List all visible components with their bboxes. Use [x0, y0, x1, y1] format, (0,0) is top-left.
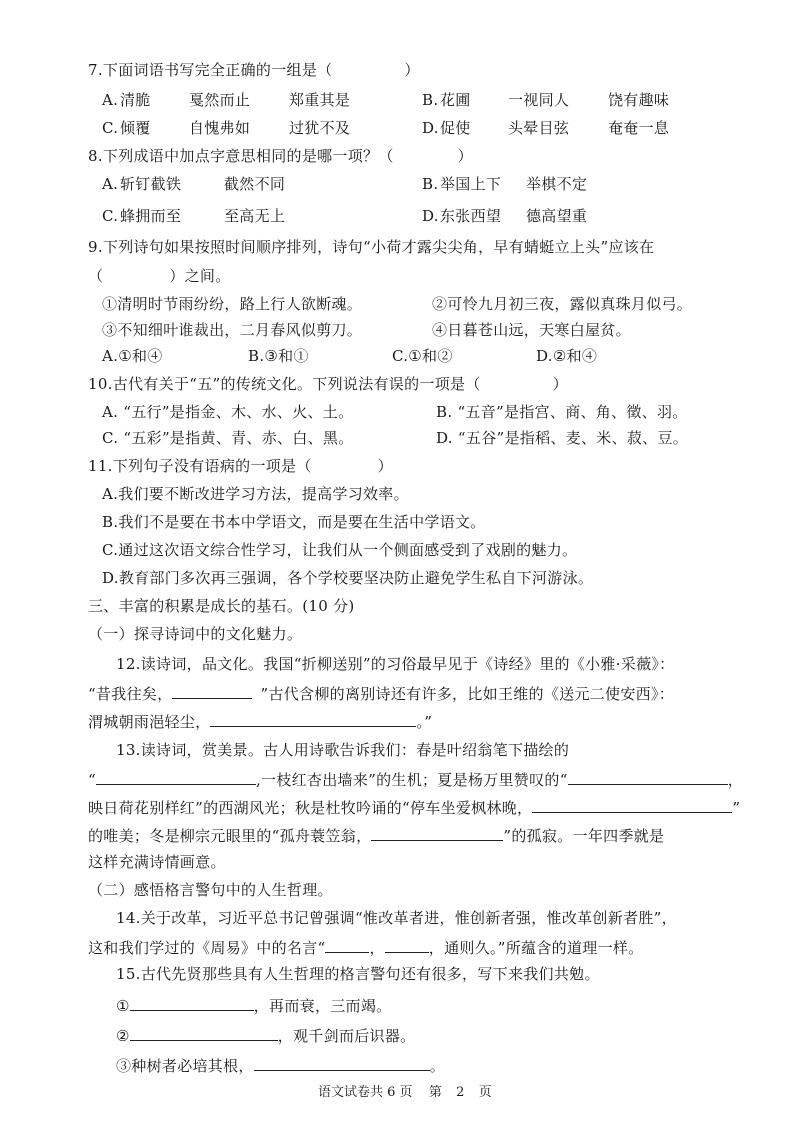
- q10-stem-close: ）: [552, 375, 568, 393]
- q12-text: 渭城朝雨浥轻尘，: [88, 713, 211, 731]
- q15-text: ③种树者必培其根，: [116, 1057, 254, 1075]
- q15-text: ①: [116, 997, 130, 1015]
- q13-text: ”: [732, 799, 741, 817]
- fill-blank[interactable]: [568, 768, 728, 785]
- q11-stem: [88, 456, 393, 476]
- option-word: 过犹不及: [289, 119, 351, 137]
- q9-option-d: D.②和④: [536, 347, 598, 365]
- option-word: 倾覆: [120, 119, 151, 137]
- q7-stem-text: 7.下面词语书写完全正确的一组是（: [88, 61, 333, 79]
- q11-option-a: A.我们要不断改进学习方法，提高学习效率。: [102, 485, 409, 503]
- footer-label: 页: [478, 1085, 492, 1100]
- q14-line-2: [88, 936, 643, 958]
- section-3-sub-2: （二）感悟格言警句中的人生哲理。: [88, 881, 333, 899]
- option-word: 花圃: [440, 91, 471, 109]
- option-word: 举国上下: [440, 175, 502, 193]
- footer-total-pages: 语文试卷共 6 页: [318, 1085, 413, 1100]
- option-word: 举棋不定: [526, 175, 588, 193]
- option-word: 自愧弗如: [189, 119, 251, 137]
- q9-paren-close: ）之间。: [169, 267, 231, 285]
- q13-line-1: 13.读诗词，赏美景。古人用诗歌告诉我们：春是叶绍翁笔下描绘的: [116, 741, 570, 759]
- q13-line-2: [88, 768, 743, 790]
- q10-option-a: A. “五行”是指金、木、水、火、土。: [102, 403, 354, 421]
- fill-blank[interactable]: [130, 1024, 278, 1041]
- q13-text: ，: [727, 771, 743, 789]
- option-label: B.: [422, 175, 439, 193]
- q10-stem: [88, 374, 568, 394]
- q12-text: “昔我往矣，: [88, 685, 173, 703]
- q9-poem-4: ④日暮苍山远，天寒白屋贫。: [432, 321, 631, 339]
- option-word: 东张西望: [440, 207, 502, 225]
- option-label: B.: [422, 91, 439, 109]
- q14-text: 这和我们学过的《周易》中的名言“: [88, 939, 326, 957]
- q11-stem-close: ）: [377, 457, 393, 475]
- fill-blank[interactable]: [210, 710, 416, 727]
- q9-option-a: A.①和④: [102, 347, 163, 365]
- q10-option-d: D. “五谷”是指稻、麦、米、菽、豆。: [436, 429, 689, 447]
- q9-poem-1: ①清明时节雨纷纷，路上行人欲断魂。: [102, 295, 363, 313]
- q10-stem-text: 10.古代有关于“五”的传统文化。下列说法有误的一项是（: [88, 375, 481, 393]
- q9-poem-2: ②可怜九月初三夜，露似真珠月似弓。: [432, 295, 693, 313]
- q10-option-c: C. “五彩”是指黄、青、赤、白、黑。: [102, 429, 354, 447]
- option-label: D.: [422, 207, 439, 225]
- q15-text: ②: [116, 1027, 130, 1045]
- option-label: A.: [102, 91, 119, 109]
- fill-blank[interactable]: [385, 936, 429, 953]
- page-number: 2: [456, 1085, 465, 1100]
- q15-text: ，再而衰，三而竭。: [253, 997, 392, 1015]
- q12-line-2: [88, 682, 674, 704]
- option-word: 戛然而止: [189, 91, 251, 109]
- q8-stem: [88, 146, 473, 166]
- q9-stem-2: [88, 266, 231, 286]
- fill-blank[interactable]: [96, 768, 256, 785]
- q9-poem-3: ③不知细叶谁裁出，二月春风似剪刀。: [102, 321, 363, 339]
- q14-text: ，通则久。”所蕴含的道理一样。: [428, 939, 644, 957]
- option-word: 一视同人: [508, 91, 570, 109]
- q11-option-b: B.我们不是要在书本中学语文，而是要在生活中学语文。: [102, 513, 486, 531]
- footer-label: 第: [428, 1085, 442, 1100]
- option-word: 至高无上: [224, 207, 286, 225]
- option-word: 蜂拥而至: [120, 207, 182, 225]
- option-label: C.: [102, 119, 119, 137]
- q11-stem-text: 11.下列句子没有语病的一项是（: [88, 457, 312, 475]
- option-word: 促使: [440, 119, 471, 137]
- q12-text: ”古代含柳的离别诗还有许多，比如王维的《送元二使安西》：: [260, 685, 675, 703]
- page-footer: [318, 1081, 492, 1100]
- fill-blank[interactable]: [371, 824, 503, 841]
- option-word: 奄奄一息: [608, 119, 670, 137]
- q8-stem-close: ）: [457, 147, 473, 165]
- q13-text: 的唯美；冬是柳宗元眼里的“孤舟蓑笠翁，: [88, 827, 372, 845]
- q15-text: ，观千剑而后识器。: [277, 1027, 416, 1045]
- option-label: D.: [422, 119, 439, 137]
- q13-line-5: 这样充满诗情画意。: [88, 853, 226, 871]
- option-label: A.: [102, 175, 119, 193]
- q12-line-3: [88, 710, 432, 732]
- section-3-sub-1: （一）探寻诗词中的文化魅力。: [88, 625, 303, 643]
- option-word: 郑重其是: [289, 91, 351, 109]
- q9-paren-open: （: [88, 267, 104, 285]
- q10-option-b: B. “五音”是指宫、商、角、徵、羽。: [436, 403, 688, 421]
- section-3-title: 三、丰富的积累是成长的基石。(10 分): [88, 597, 355, 615]
- q15-item-2: [116, 1024, 415, 1046]
- option-word: 斩钉截铁: [120, 175, 182, 193]
- q14-line-1: 14.关于改革，习近平总书记曾强调“惟改革者进，惟创新者强，惟改革创新者胜”，: [116, 909, 677, 927]
- q11-option-c: C.通过这次语文综合性学习，让我们从一个侧面感受到了戏剧的魅力。: [102, 541, 578, 559]
- q9-stem: 9.下列诗句如果按照时间顺序排列，诗句“小荷才露尖尖角，早有蜻蜓立上头”应该在: [88, 238, 655, 256]
- fill-blank[interactable]: [532, 796, 732, 813]
- q15-item-1: [116, 994, 391, 1016]
- q9-option-c: C.①和②: [392, 347, 453, 365]
- option-word: 德高望重: [526, 207, 588, 225]
- q13-line-3: [88, 796, 740, 818]
- q8-stem-text: 8.下列成语中加点字意思相同的是哪一项？（: [88, 147, 394, 165]
- option-word: 头晕目弦: [508, 119, 570, 137]
- q13-line-4: [88, 824, 664, 846]
- q14-text: ，: [369, 939, 385, 957]
- fill-blank[interactable]: [130, 994, 254, 1011]
- q15-item-3: [116, 1054, 445, 1076]
- q12-line-1: 12.读诗词，品文化。我国“折柳送别”的习俗最早见于《诗经》里的《小雅·采薇》：: [116, 655, 675, 673]
- q12-text: 。”: [416, 713, 433, 731]
- q13-text: ”的孤寂。一年四季就是: [503, 827, 665, 845]
- option-word: 截然不同: [224, 175, 286, 193]
- option-word: 饶有趣味: [608, 91, 670, 109]
- q11-option-d: D.教育部门多次再三强调，各个学校要坚决防止避免学生私自下河游泳。: [102, 569, 594, 587]
- q7-stem: [88, 60, 420, 80]
- q15-line-1: 15.古代先贤那些具有人生哲理的格言警句还有很多，写下来我们共勉。: [116, 965, 600, 983]
- fill-blank[interactable]: [172, 682, 252, 699]
- q13-text: “: [88, 771, 96, 789]
- q15-text: 。: [429, 1057, 446, 1075]
- q13-text: 映日荷花别样红”的西湖风光；秋是杜牧吟诵的“停车坐爱枫林晚，: [88, 799, 533, 817]
- q13-text: ,一枝红杏出墙来”的生机；夏是杨万里赞叹的“: [255, 771, 568, 789]
- fill-blank[interactable]: [254, 1054, 430, 1071]
- fill-blank[interactable]: [325, 936, 369, 953]
- q7-stem-close: ）: [404, 61, 420, 79]
- q9-option-b: B.③和①: [248, 347, 309, 365]
- option-word: 清脆: [120, 91, 151, 109]
- option-label: C.: [102, 207, 119, 225]
